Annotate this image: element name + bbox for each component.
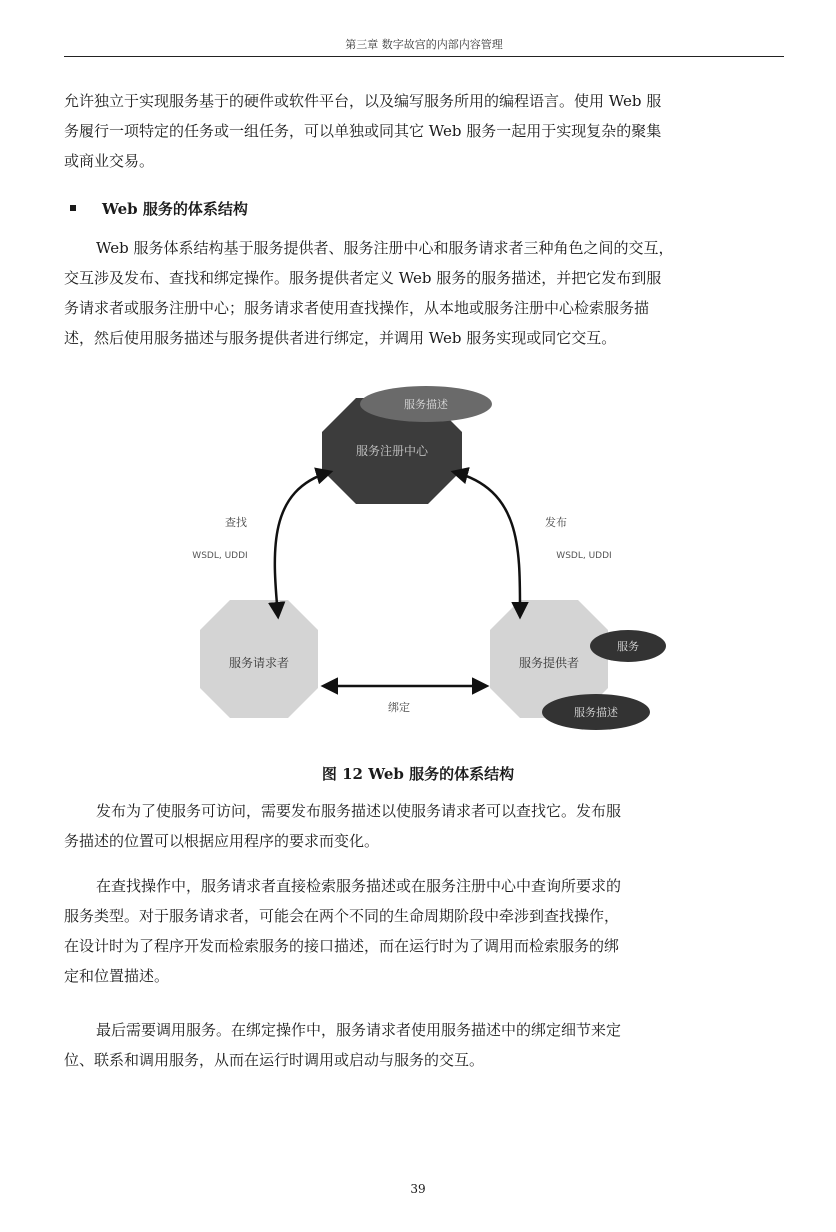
- text-line: 交互涉及发布、查找和绑定操作。服务提供者定义 Web 服务的服务描述，并把它发布到服: [64, 269, 662, 287]
- page-number: 39: [410, 1182, 426, 1196]
- text-line: 或商业交易。: [64, 152, 155, 170]
- provider-desc-label: 服务描述: [574, 706, 618, 719]
- running-header: 第三章 数字故宫的内部内容管理: [345, 38, 503, 51]
- text-line: 在查找操作中，服务请求者直接检索服务描述或在服务注册中心中查询所要求的: [96, 877, 622, 895]
- find-label: 查找: [225, 516, 247, 529]
- provider-label: 服务提供者: [518, 656, 580, 670]
- section-heading-text: Web 服务的体系结构: [102, 200, 248, 218]
- publish-arrow: [454, 472, 520, 616]
- text-line: 述，然后使用服务描述与服务提供者进行绑定，并调用 Web 服务实现或同它交互。: [64, 329, 617, 347]
- text-line: 位、联系和调用服务，从而在运行时调用或启动与服务的交互。: [64, 1051, 485, 1069]
- bind-paragraph: [64, 1015, 768, 1075]
- find-paragraph: [64, 871, 768, 991]
- section-heading: [70, 198, 248, 219]
- text-line: 务请求者或服务注册中心；服务请求者使用查找操作，从本地或服务注册中心检索服务描: [64, 299, 650, 317]
- provider-service-label: 服务: [617, 640, 639, 653]
- text-line: 定和位置描述。: [64, 967, 170, 985]
- publish-protocols: WSDL, UDDI: [556, 551, 612, 561]
- text-line: Web 服务体系结构基于服务提供者、服务注册中心和服务请求者三种角色之间的交互，: [96, 239, 674, 257]
- architecture-diagram: [180, 380, 680, 740]
- text-line: 服务类型。对于服务请求者，可能会在两个不同的生命周期阶段中牵涉到查找操作，: [64, 907, 620, 925]
- requester-label: 服务请求者: [228, 656, 290, 670]
- text-line: 最后需要调用服务。在绑定操作中，服务请求者使用服务描述中的绑定细节来定: [96, 1021, 622, 1039]
- bullet-icon: [70, 205, 76, 211]
- text-line: 允许独立于实现服务基于的硬件或软件平台，以及编写服务所用的编程语言。使用 Web 服: [64, 92, 662, 110]
- intro-paragraph: [64, 86, 768, 176]
- publish-paragraph: [64, 796, 768, 856]
- publish-label: 发布: [545, 516, 567, 529]
- registry-badge-label: 服务描述: [404, 398, 448, 411]
- registry-label: 服务注册中心: [355, 444, 429, 458]
- text-line: 务描述的位置可以根据应用程序的要求而变化。: [64, 832, 380, 850]
- text-line: 在设计时为了程序开发而检索服务的接口描述，而在运行时为了调用而检索服务的绑: [64, 937, 620, 955]
- find-protocols: WSDL, UDDI: [192, 551, 248, 561]
- header-rule: [64, 56, 784, 57]
- text-line: 务履行一项特定的任务或一组任务，可以单独或同其它 Web 服务一起用于实现复杂的聚集: [64, 122, 662, 140]
- figure-caption: 图 12 Web 服务的体系结构: [321, 765, 515, 783]
- text-line: 发布为了使服务可访问，需要发布服务描述以使服务请求者可以查找它。发布服: [96, 802, 622, 820]
- find-arrow: [275, 472, 330, 616]
- bind-label: 绑定: [388, 701, 410, 714]
- architecture-paragraph: [64, 233, 768, 353]
